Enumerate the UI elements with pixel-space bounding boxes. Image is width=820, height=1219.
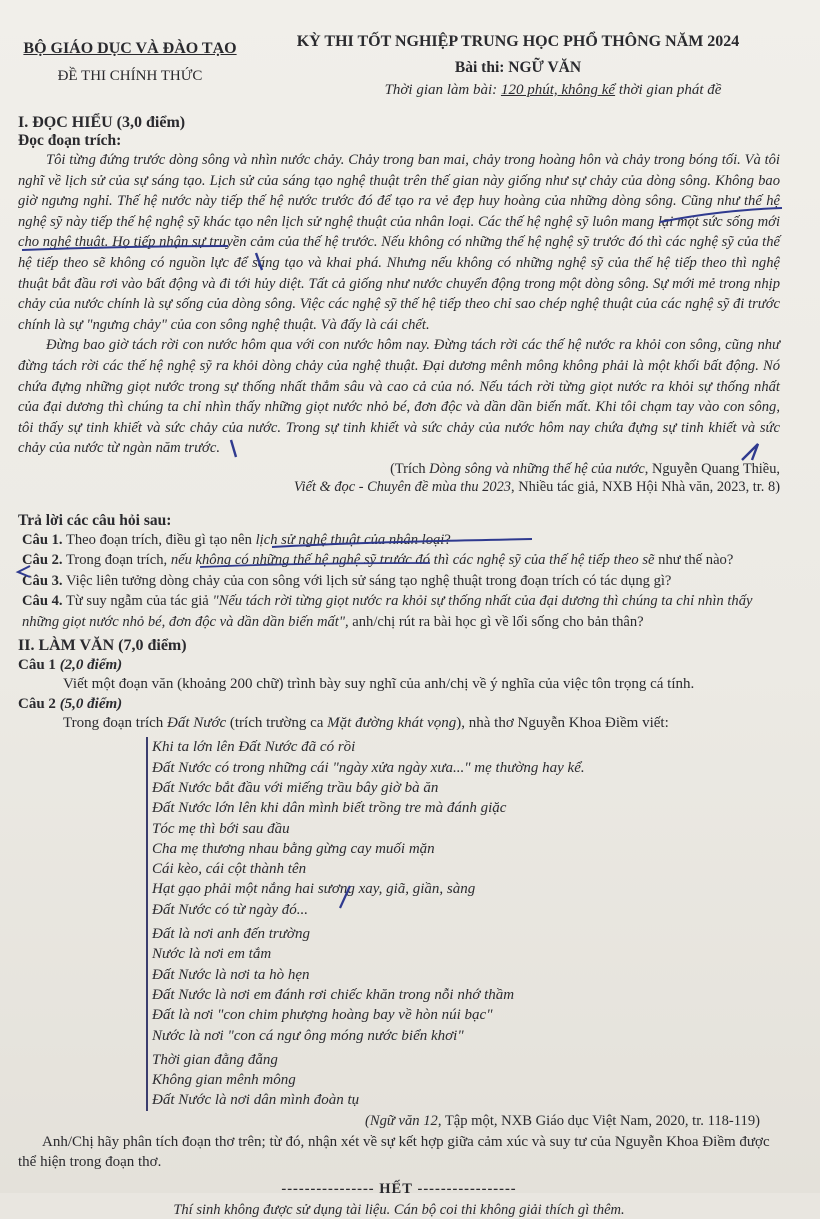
question-2 (22, 550, 780, 571)
source-title: Dòng sông và những thế hệ của nước (429, 460, 645, 477)
exam-title: KỲ THI TỐT NGHIỆP TRUNG HỌC PHỔ THÔNG NĂM 2024 (296, 33, 740, 50)
header-left (10, 40, 250, 85)
poem-line: Thời gian đằng đẵng (152, 1051, 278, 1068)
official-label: ĐỀ THI CHÍNH THỨC (57, 68, 203, 84)
question-number: Câu 3. (22, 572, 63, 589)
ministry-name: BỘ GIÁO DỤC VÀ ĐÀO TẠO (23, 40, 237, 57)
excerpt-source-line-1 (18, 461, 780, 478)
poem-line: Đất Nước có từ ngày đó... (152, 901, 309, 918)
exam-note: Thí sinh không được sử dụng tài liệu. Cán bộ coi thi không giải thích gì thêm. (173, 1201, 625, 1218)
question-text: Trong đoạn trích, (65, 552, 168, 569)
poem-line: Đất là nơi "con chim phượng hoàng bay về hòn núi bạc" (152, 1007, 493, 1024)
excerpt-paragraph-1: Tôi từng đứng trước dòng sông và nhìn nước chảy. Chảy trong ban mai, chảy trong hoàng hôn và chảy trong bóng tối. Và tôi nghĩ về lịch sử của sự sáng tạo. Lịch sử của sáng tạo nghệ thuật trên thế gian này giống như sự chảy của dòng sông. Không bao giờ ngưng nghỉ. Thế hệ nước này tiếp thế hệ nước trước đó để tạo ra vẻ đẹp huy hoàng của những dòng sông. Cũng như thế hệ nghệ sỹ này tiếp thế hệ nghệ sỹ khác tạo nên lịch sử nghệ thuật của nhân loại. Các thế hệ nghệ sỹ luôn mang lại một sức sống mới cho nghệ thuật. Họ tiếp nhận sự truyền cảm của thế hệ trước. Nếu không có những thế hệ nghệ sỹ trước đó thì các nghệ sỹ của thế hệ tiếp theo sẽ không có nguồn lực để sáng tạo và khai phá. Nhưng nếu không có những nghệ sỹ của thế hệ tiếp theo thì nghệ thuật bắt đầu rơi vào bất động và đi tới hủy diệt. Tất cả giống như nước chuyển động trong một dòng sông. Sự mới mẻ trong nhịp chảy của nước chính là sự sống của dòng sông. Việc các nghệ sỹ thế hệ tiếp theo chỉ sao chép nghệ thuật của các nghệ sỹ đi trước chính là sự "ngưng chảy" của con sông nghệ thuật. Và đấy là cái chết. (18, 152, 780, 333)
poem-source-rest: , Tập một, NXB Giáo dục Việt Nam, 2020, tr. 118-119) (437, 1112, 760, 1129)
poem-line: Đất là nơi anh đến trường (152, 926, 310, 943)
end-text: HẾT (379, 1180, 413, 1197)
poem-line: Tóc mẹ thì bới sau đầu (152, 820, 290, 837)
exam-content (18, 112, 780, 1219)
q2-intro-epic: Mặt đường khát vọng (327, 715, 457, 732)
q1-points: (2,0 điểm) (59, 657, 123, 674)
question-quote: "Nếu tách rời từng giọt nước ra khỏi sự thống nhất của đại dương thì chúng ta chỉ nhìn thấy những giọt nước nhỏ bé, đơn độc và dần dần biến mất" (22, 593, 753, 630)
question-number: Câu 2. (22, 552, 63, 569)
poem-line: Khi ta lớn lên Đất Nước đã có rồi (152, 739, 356, 756)
question-3 (22, 571, 780, 592)
poem-line: Cha mẹ thương nhau bằng gừng cay muối mặn (152, 840, 435, 857)
question-1 (22, 530, 780, 551)
header-right (268, 33, 768, 99)
end-marker (18, 1181, 780, 1198)
end-dash-right: ----------------- (417, 1180, 517, 1197)
time-value: 120 phút, không kể (500, 82, 616, 98)
question-4 (22, 591, 780, 632)
question-text: Theo đoạn trích, điều gì tạo nên (65, 531, 252, 548)
answer-prompt: Trả lời các câu hỏi sau: (18, 511, 172, 529)
question-number: Câu 1. (22, 531, 63, 548)
poem-line: Đất Nước là nơi em đánh rơi chiếc khăn trong nỗi nhớ thầm (152, 986, 515, 1003)
q2-label: Câu 2 (18, 696, 56, 713)
source-author: , Nguyễn Quang Thiều, (644, 460, 780, 477)
q2-intro-work: Đất Nước (167, 715, 227, 732)
writing-q1-text: Viết một đoạn văn (khoảng 200 chữ) trình bày suy nghĩ của anh/chị về ý nghĩa của việc tôn trọng cá tính. (63, 676, 695, 693)
time-prefix: Thời gian làm bài: (384, 82, 498, 98)
poem-excerpt (146, 737, 780, 1110)
writing-q2-intro (18, 713, 780, 733)
poem-source (18, 1113, 780, 1130)
poem-line: Nước là nơi em tắm (152, 946, 272, 963)
writing-q1-label (18, 657, 780, 674)
excerpt-label: Đọc đoạn trích: (18, 132, 122, 149)
poem-line: Đất Nước lớn lên khi dân mình biết trồng tre mà đánh giặc (152, 800, 507, 817)
excerpt-paragraph-2: Đừng bao giờ tách rời con nước hôm qua với con nước hôm nay. Đừng tách rời các thế hệ nước ra khỏi con sông, cũng như đừng tách rời các thế hệ nghệ sỹ ra khỏi dòng chảy của nghệ thuật. Đại dương mênh mông không phải là một khối bất động. Nó chứa đựng những giọt nước trong sự thống nhất thẳm sâu và cao cả của nó. Nếu tách rời từng giọt nước ra khỏi sự thống nhất của đại dương thì chúng ta chỉ nhìn thấy những giọt nước nhỏ bé, đơn độc và dần dần biến mất. Khi tôi chạm tay vào con sông, tôi thấy sự tinh khiết và sức chảy của nước. Trong sự tinh khiết và sức chảy của nước hôm nay chứa đựng sự tinh khiết và sức chảy của nước từ ngàn năm trước. (18, 337, 780, 457)
question-text-end: , anh/chị rút ra bài học gì về lối sống cho bản thân? (344, 613, 644, 630)
exam-subject: Bài thi: NGỮ VĂN (454, 59, 582, 76)
question-text: Từ suy ngẫm của tác giả (65, 593, 209, 610)
q2-points: (5,0 điểm) (59, 696, 123, 713)
poem-line: Không gian mênh mông (152, 1072, 296, 1089)
q2-intro-c: ), nhà thơ Nguyễn Khoa Điềm viết: (456, 715, 669, 732)
excerpt-source-line-2 (18, 479, 780, 496)
q1-label: Câu 1 (18, 657, 56, 674)
source-book: Viết & đọc - Chuyên đề mùa thu 2023 (293, 478, 512, 495)
writing-q2-task: Anh/Chị hãy phân tích đoạn thơ trên; từ đó, nhận xét về sự kết hợp giữa cảm xúc và suy tư của Nguyễn Khoa Điềm được thể hiện trong đoạn thơ. (18, 1133, 770, 1171)
poem-line: Đất Nước bắt đầu với miếng trầu bây giờ bà ăn (152, 780, 439, 796)
writing-heading: II. LÀM VĂN (7,0 điểm) (18, 637, 187, 655)
source-publisher: , Nhiều tác giả, NXB Hội Nhà văn, 2023, tr. 8) (511, 478, 780, 495)
question-list (18, 530, 780, 633)
question-text: Việc liên tưởng dòng chảy của con sông với lịch sử sáng tạo nghệ thuật trong đoạn trích có tác dụng gì? (65, 572, 672, 589)
time-suffix: thời gian phát đề (618, 82, 722, 98)
poem-line: Đất Nước là nơi ta hò hẹn (152, 966, 310, 983)
question-text-end: ? (444, 531, 451, 548)
poem-line: Nước là nơi "con cá ngư ông móng nước biển khơi" (152, 1027, 464, 1044)
reading-heading: I. ĐỌC HIỂU (3,0 điểm) (18, 114, 186, 131)
question-quote: nếu không có những thế hệ nghệ sỹ trước đó thì các nghệ sỹ của thế hệ tiếp theo sẽ (170, 552, 655, 569)
question-text-end: như thế nào? (658, 552, 734, 569)
writing-q2-label (18, 696, 780, 713)
end-dash-left: ---------------- (281, 1180, 375, 1197)
q2-intro-b: (trích trường ca (229, 715, 324, 732)
poem-line: Cái kèo, cái cột thành tên (152, 861, 307, 878)
source-open: (Trích (390, 460, 426, 477)
question-quote: lịch sử nghệ thuật của nhân loại (255, 531, 445, 548)
question-number: Câu 4. (22, 593, 63, 610)
poem-source-book: (Ngữ văn 12 (365, 1112, 438, 1129)
poem-line: Đất Nước có trong những cái "ngày xửa ngày xưa..." mẹ thường hay kể. (152, 759, 585, 776)
exam-time (268, 82, 768, 99)
poem-line: Hạt gạo phải một nắng hai sương xay, giã, giần, sàng (152, 881, 476, 898)
q2-intro-a: Trong đoạn trích (63, 715, 164, 732)
poem-line: Đất Nước là nơi dân mình đoàn tụ (152, 1092, 360, 1109)
